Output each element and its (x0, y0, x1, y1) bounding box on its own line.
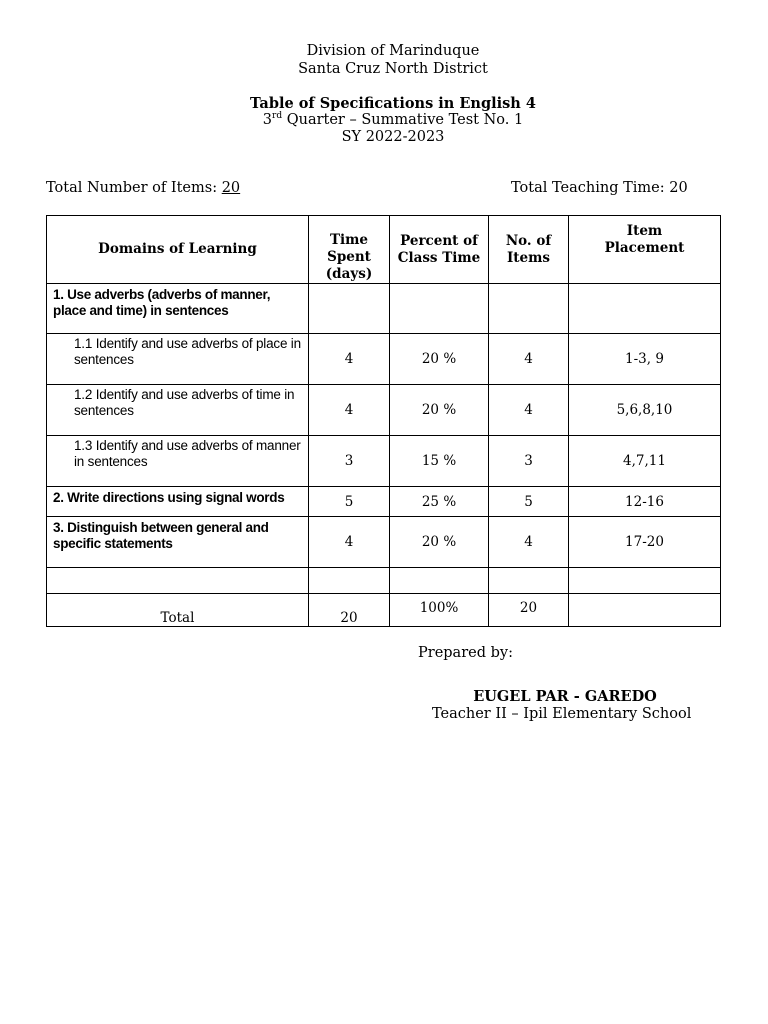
total-placement (569, 594, 721, 627)
items-cell (489, 284, 569, 334)
placement-cell: 1-3, 9 (569, 334, 721, 385)
time-cell: 4 (309, 517, 390, 568)
table-row (47, 436, 721, 487)
prepared-by-label: Prepared by: (418, 645, 513, 661)
items-cell: 3 (489, 436, 569, 487)
placement-cell: 5,6,8,10 (569, 385, 721, 436)
total-items-value: 20 (221, 180, 241, 196)
total-time: 20 (309, 594, 390, 627)
time-cell (309, 284, 390, 334)
quarter-text: Quarter – Summative Test No. 1 (282, 112, 524, 128)
header-domains: Domains of Learning (47, 216, 309, 284)
placement-cell: 17-20 (569, 517, 721, 568)
time-cell: 5 (309, 487, 390, 517)
table-row (47, 385, 721, 436)
domain-cell: 1.1 Identify and use adverbs of place in sentences (47, 334, 309, 385)
table-row (47, 517, 721, 568)
preparer-name: EUGEL PAR - GAREDO (473, 688, 657, 705)
total-label: Total (47, 594, 309, 627)
total-items: 20 (489, 594, 569, 627)
placement-cell: 12-16 (569, 487, 721, 517)
percent-cell: 15 % (390, 436, 489, 487)
empty-cell (489, 568, 569, 594)
total-percent: 100% (390, 594, 489, 627)
placement-cell (569, 284, 721, 334)
items-cell: 4 (489, 517, 569, 568)
time-cell: 4 (309, 385, 390, 436)
time-cell: 3 (309, 436, 390, 487)
table-row (47, 334, 721, 385)
header-time-spent: Time Spent (days) (309, 216, 390, 284)
quarter-ordinal: rd (272, 111, 283, 122)
header-placement: Item Placement (569, 216, 721, 284)
table-row (47, 487, 721, 517)
district-name: Santa Cruz North District (298, 61, 488, 77)
quarter-number: 3 (262, 112, 273, 128)
header-percent: Percent of Class Time (390, 216, 489, 284)
percent-cell: 20 % (390, 334, 489, 385)
items-cell: 4 (489, 385, 569, 436)
domain-cell: 1.2 Identify and use adverbs of time in sentences (47, 385, 309, 436)
empty-cell (309, 568, 390, 594)
school-year: SY 2022-2023 (341, 129, 445, 145)
domain-cell: 1. Use adverbs (adverbs of manner, place and time) in sentences (47, 284, 309, 334)
total-teaching-time: Total Teaching Time: 20 (511, 180, 688, 196)
total-items-label: Total Number of Items: (46, 180, 222, 196)
document-title: Table of Specifications in English 4 (250, 95, 536, 112)
domain-cell: 3. Distinguish between general and specific statements (47, 517, 309, 568)
table-row (47, 284, 721, 334)
items-cell: 5 (489, 487, 569, 517)
division-name: Division of Marinduque (306, 43, 480, 59)
items-cell: 4 (489, 334, 569, 385)
specifications-table (46, 215, 721, 627)
empty-row (47, 568, 721, 594)
header-items: No. of Items (489, 216, 569, 284)
percent-cell (390, 284, 489, 334)
empty-cell (47, 568, 309, 594)
percent-cell: 20 % (390, 385, 489, 436)
time-cell: 4 (309, 334, 390, 385)
total-items-line (46, 180, 240, 196)
empty-cell (569, 568, 721, 594)
total-row (47, 594, 721, 627)
percent-cell: 20 % (390, 517, 489, 568)
header-row (47, 216, 721, 284)
empty-cell (390, 568, 489, 594)
preparer-position: Teacher II – Ipil Elementary School (432, 706, 692, 722)
placement-cell: 4,7,11 (569, 436, 721, 487)
quarter-line (0, 112, 768, 129)
domain-cell: 1.3 Identify and use adverbs of manner in sentences (47, 436, 309, 487)
percent-cell: 25 % (390, 487, 489, 517)
domain-cell: 2. Write directions using signal words (47, 487, 309, 517)
